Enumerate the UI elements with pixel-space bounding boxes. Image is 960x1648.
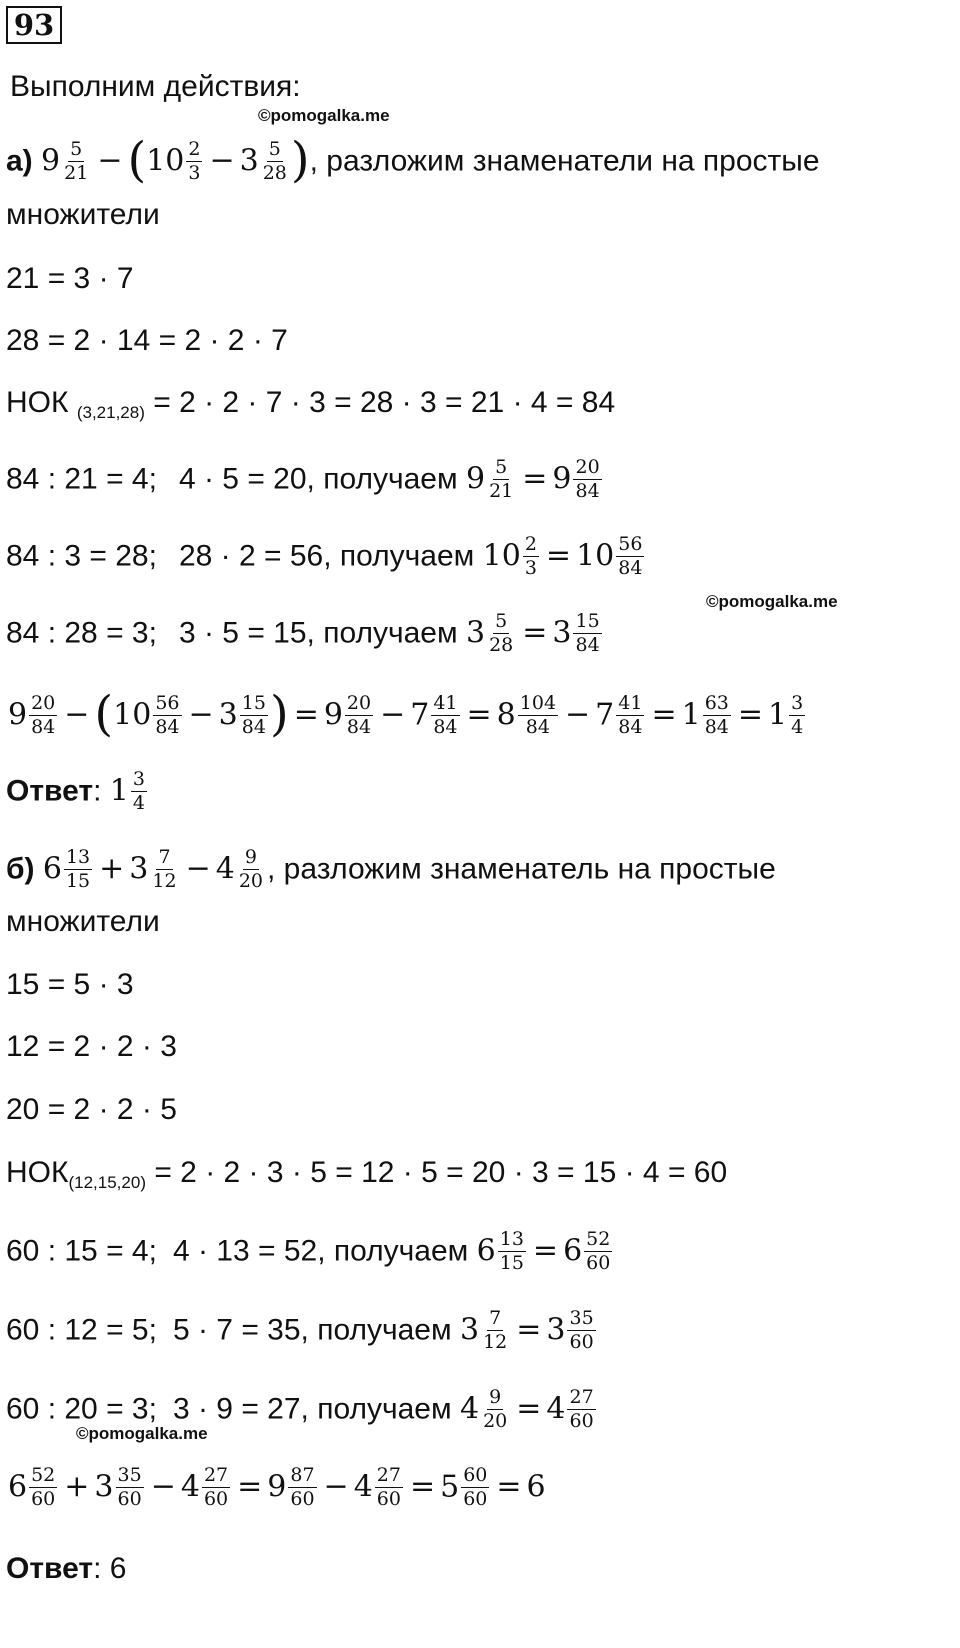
part-b-factor-3: 20 = 2 · 2 · 5 [6, 1093, 177, 1126]
part-a-factor-2: 28 = 2 · 14 = 2 · 2 · 7 [6, 324, 288, 357]
part-b-step-1: 60 : 15 = 4; 4 · 13 = 52, получаем 6 $\frac{13}{15}$ = 6 $\frac{52}{60}$ [6, 1228, 611, 1274]
watermark: ©pomogalka.me [258, 106, 390, 125]
part-a-calculation: 9 $\frac{20}{84}$ − (10 $\frac{56}{84}$ − 3 $\frac{15}{84}$ ) = 9 $\frac{20}{84}$ − 7 $\frac{41}{84}$ = 8 $\frac{104}{84}$ − 7 $\frac{41}{84}$ = 1 $\frac{63}{84}$ = 1 $\frac{3}{4}$ [8, 685, 804, 742]
part-b-factor-1: 15 = 5 · 3 [6, 968, 134, 1001]
part-a-label: а) [6, 144, 33, 178]
part-b-lcm: $НОК_{(12,15,20)} = 2 \cdot 2 \cdot 3 \cdot 5 = 12 \cdot 5 = 20 \cdot 3 = 15 \cdot 4 = 60$ [6, 1156, 728, 1192]
watermark-3: ©pomogalka.me [76, 1424, 208, 1443]
part-a-step-3: 84 : 28 = 3; 3 · 5 = 15, получаем 3 $\frac{5}{28}$ = 3 $\frac{15}{84}$ [6, 610, 600, 656]
part-b-step-2: 60 : 12 = 5; 5 · 7 = 35, получаем 3 $\frac{7}{12}$ = 3 $\frac{35}{60}$ [6, 1307, 594, 1353]
part-b-calculation: 6 $\frac{52}{60}$ + 3 $\frac{35}{60}$ − 4 $\frac{27}{60}$ = 9 $\frac{87}{60}$ − 4 $\frac{27}{60}$ = 5 $\frac{60}{60}$ = 6 [8, 1464, 546, 1510]
part-a-answer: Ответ: 1 $\frac{3}{4}$ [6, 768, 145, 814]
part-a-header: а) 9 $\frac{5}{21}$ − (10 $\frac{2}{3}$ − 3 $\frac{5}{28}$ ), разложим знаменатели на простые [6, 131, 820, 188]
part-b-step-3: 60 : 20 = 3; 3 · 9 = 27, получаем 4 $\frac{9}{20}$ = 4 $\frac{27}{60}$ [6, 1386, 594, 1432]
part-a-step-2: 84 : 3 = 28; 28 · 2 = 56, получаем 10 $\frac{2}{3}$ = 10 $\frac{56}{84}$ [6, 533, 643, 579]
intro-text: Выполним действия: [10, 70, 301, 103]
problem-number: 93 [6, 6, 62, 44]
part-b-text2: множители [6, 905, 160, 938]
part-b-factor-2: 12 = 2 · 2 · 3 [6, 1030, 177, 1063]
part-a-lcm: НОК $_{(3,21,28)}$ = 2 · 2 · 7 · 3 = 28 · 3 = 21 · 4 = 84 [6, 386, 616, 422]
part-a-step-1: 84 : 21 = 4; 4 · 5 = 20, получаем 9 $\frac{5}{21}$ = 9 $\frac{20}{84}$ [6, 456, 600, 502]
watermark-2: ©pomogalka.me [706, 592, 838, 611]
part-b-label: б) [6, 852, 35, 886]
part-b-answer: Ответ: 6 [6, 1552, 127, 1585]
part-a-text2: множители [6, 198, 160, 231]
part-a-factor-1: 21 = 3 · 7 [6, 262, 134, 295]
part-b-header: б) 6 $\frac{13}{15}$ + 3 $\frac{7}{12}$ − 4 $\frac{9}{20}$ , разложим знаменатель на простые [6, 846, 776, 892]
